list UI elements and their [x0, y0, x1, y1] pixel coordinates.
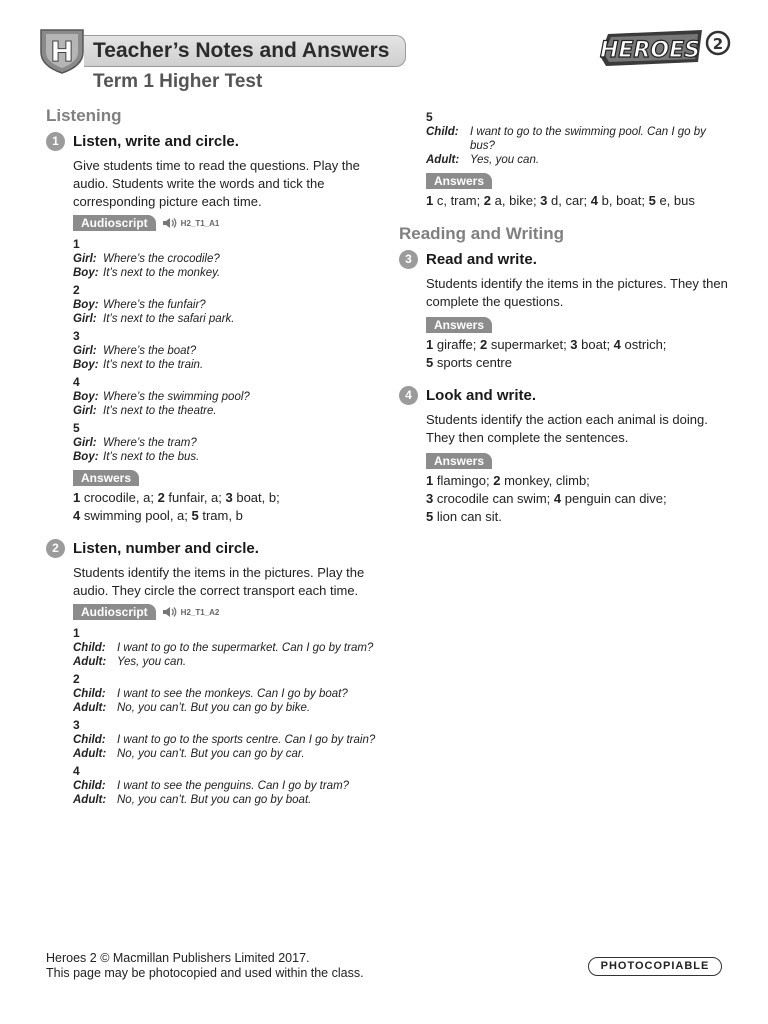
script-item [73, 374, 376, 418]
exercise-2-title: Listen, number and circle. [73, 540, 259, 557]
answers-tag: Answers [426, 453, 492, 469]
speaker-icon [162, 217, 178, 229]
dialogue-line: Adult: No, you can’t. But you can go by boat. [73, 794, 312, 806]
dialogue-line: Child: I want to go to the swimming pool. Can I go by bus? [426, 126, 706, 152]
script-item-number: 1 [73, 626, 80, 640]
exercise-number-badge: 1 [46, 132, 65, 151]
exercise-4-description: Students identify the action each animal is doing. They then complete the sentences. [426, 412, 708, 445]
answers-tag: Answers [426, 173, 492, 189]
script-item-number: 3 [73, 718, 80, 732]
dialogue-line: Girl: Where’s the crocodile? [73, 253, 220, 265]
script-item-number: 5 [426, 110, 433, 124]
answers-tag: Answers [426, 317, 492, 333]
script-item-number: 4 [73, 764, 80, 778]
dialogue-line: Adult: Yes, you can. [73, 656, 187, 668]
audioscript-label-row [73, 215, 376, 231]
script-item [73, 328, 376, 372]
right-column [399, 107, 729, 526]
dialogue-line: Boy: It’s next to the bus. [73, 451, 200, 463]
audioscript-1 [73, 236, 376, 464]
audioscript-2 [73, 625, 376, 807]
audioscript-tag: Audioscript [73, 604, 156, 620]
exercise-2-answers: 1 c, tram; 2 a, bike; 3 d, car; 4 b, boat; 5 e, bus [426, 193, 695, 208]
section-heading-listening: Listening [46, 106, 122, 125]
answers-label-row [426, 453, 729, 469]
exercise-3-answers: 1 giraffe; 2 supermarket; 3 boat; 4 ostrich; 5 sports centre [426, 337, 667, 370]
audio-track[interactable] [162, 217, 220, 229]
script-item-number: 2 [73, 672, 80, 686]
heroes-shield-logo [38, 28, 86, 74]
script-item-number: 2 [73, 283, 80, 297]
svg-text:HEROES: HEROES [600, 38, 700, 63]
left-column [46, 106, 376, 807]
dialogue-line: Adult: Yes, you can. [426, 154, 540, 166]
script-item-number: 3 [73, 329, 80, 343]
dialogue-line: Adult: No, you can’t. But you can go by bike. [73, 702, 311, 714]
dialogue-line: Girl: It’s next to the safari park. [73, 313, 235, 325]
dialogue-line: Child: I want to see the penguins. Can I go by tram? [73, 780, 350, 792]
photocopiable-badge: PHOTOCOPIABLE [588, 957, 722, 976]
page-subtitle: Term 1 Higher Test [93, 71, 263, 92]
script-item [73, 671, 376, 715]
exercise-number-badge: 4 [399, 386, 418, 405]
dialogue-line: Girl: Where’s the boat? [73, 345, 197, 357]
dialogue-line: Child: I want to go to the sports centre. Can I go by train? [73, 734, 376, 746]
footer-copyright [46, 951, 364, 981]
heroes-2-logo [598, 26, 734, 70]
script-item [73, 625, 376, 669]
dialogue-line: Adult: No, you can’t. But you can go by car. [73, 748, 305, 760]
script-item-number: 5 [73, 421, 80, 435]
answers-label-row [426, 173, 729, 189]
dialogue-line: Girl: It’s next to the theatre. [73, 405, 217, 417]
footer-line-1: Heroes 2 © Macmillan Publishers Limited 2017. [46, 951, 310, 965]
exercise-3-description: Students identify the items in the pictures. They then complete the questions. [426, 276, 728, 309]
exercise-1-heading [46, 132, 376, 151]
audioscript-tag: Audioscript [73, 215, 156, 231]
dialogue-line: Boy: It’s next to the train. [73, 359, 204, 371]
audio-track-code: H2_T1_A2 [180, 607, 220, 617]
script-item [73, 763, 376, 807]
exercise-1-description: Give students time to read the questions. Play the audio. Students write the words and tick the corresponding picture each time. [73, 158, 360, 209]
exercise-3-title: Read and write. [426, 251, 537, 268]
page-title: Teacher’s Notes and Answers [84, 35, 406, 67]
dialogue-line: Child: I want to go to the supermarket. Can I go by tram? [73, 642, 374, 654]
footer-line-2: This page may be photocopied and used within the class. [46, 966, 364, 980]
script-item [73, 236, 376, 280]
section-heading-reading-writing: Reading and Writing [399, 224, 564, 243]
answers-label-row [73, 470, 376, 486]
answers-label-row [426, 317, 729, 333]
speaker-icon [162, 606, 178, 618]
exercise-number-badge: 3 [399, 250, 418, 269]
script-item-number: 4 [73, 375, 80, 389]
exercise-4-title: Look and write. [426, 387, 537, 404]
audioscript-2-continued [426, 109, 729, 167]
exercise-4-heading [399, 386, 729, 405]
svg-text:H: H [50, 35, 74, 68]
dialogue-line: Boy: It’s next to the monkey. [73, 267, 221, 279]
exercise-number-badge: 2 [46, 539, 65, 558]
script-item [73, 420, 376, 464]
exercise-3-heading [399, 250, 729, 269]
exercise-2-description: Students identify the items in the pictures. Play the audio. They circle the correct transport each time. [73, 565, 365, 598]
script-item [73, 717, 376, 761]
audio-track-code: H2_T1_A1 [180, 218, 220, 228]
exercise-4-answers: 1 flamingo; 2 monkey, climb; 3 crocodile can swim; 4 penguin can dive; 5 lion can sit. [426, 473, 667, 524]
answers-tag: Answers [73, 470, 139, 486]
audioscript-label-row [73, 604, 376, 620]
exercise-1-title: Listen, write and circle. [73, 133, 239, 150]
dialogue-line: Boy: Where’s the funfair? [73, 299, 206, 311]
dialogue-line: Girl: Where’s the tram? [73, 437, 197, 449]
script-item-number: 1 [73, 237, 80, 251]
audio-track[interactable] [162, 606, 220, 618]
exercise-1-answers: 1 crocodile, a; 2 funfair, a; 3 boat, b; 4 swimming pool, a; 5 tram, b [73, 490, 280, 523]
script-item [73, 282, 376, 326]
dialogue-line: Boy: Where’s the swimming pool? [73, 391, 250, 403]
svg-text:2: 2 [712, 35, 724, 53]
dialogue-line: Child: I want to see the monkeys. Can I go by boat? [73, 688, 348, 700]
exercise-2-heading [46, 539, 376, 558]
